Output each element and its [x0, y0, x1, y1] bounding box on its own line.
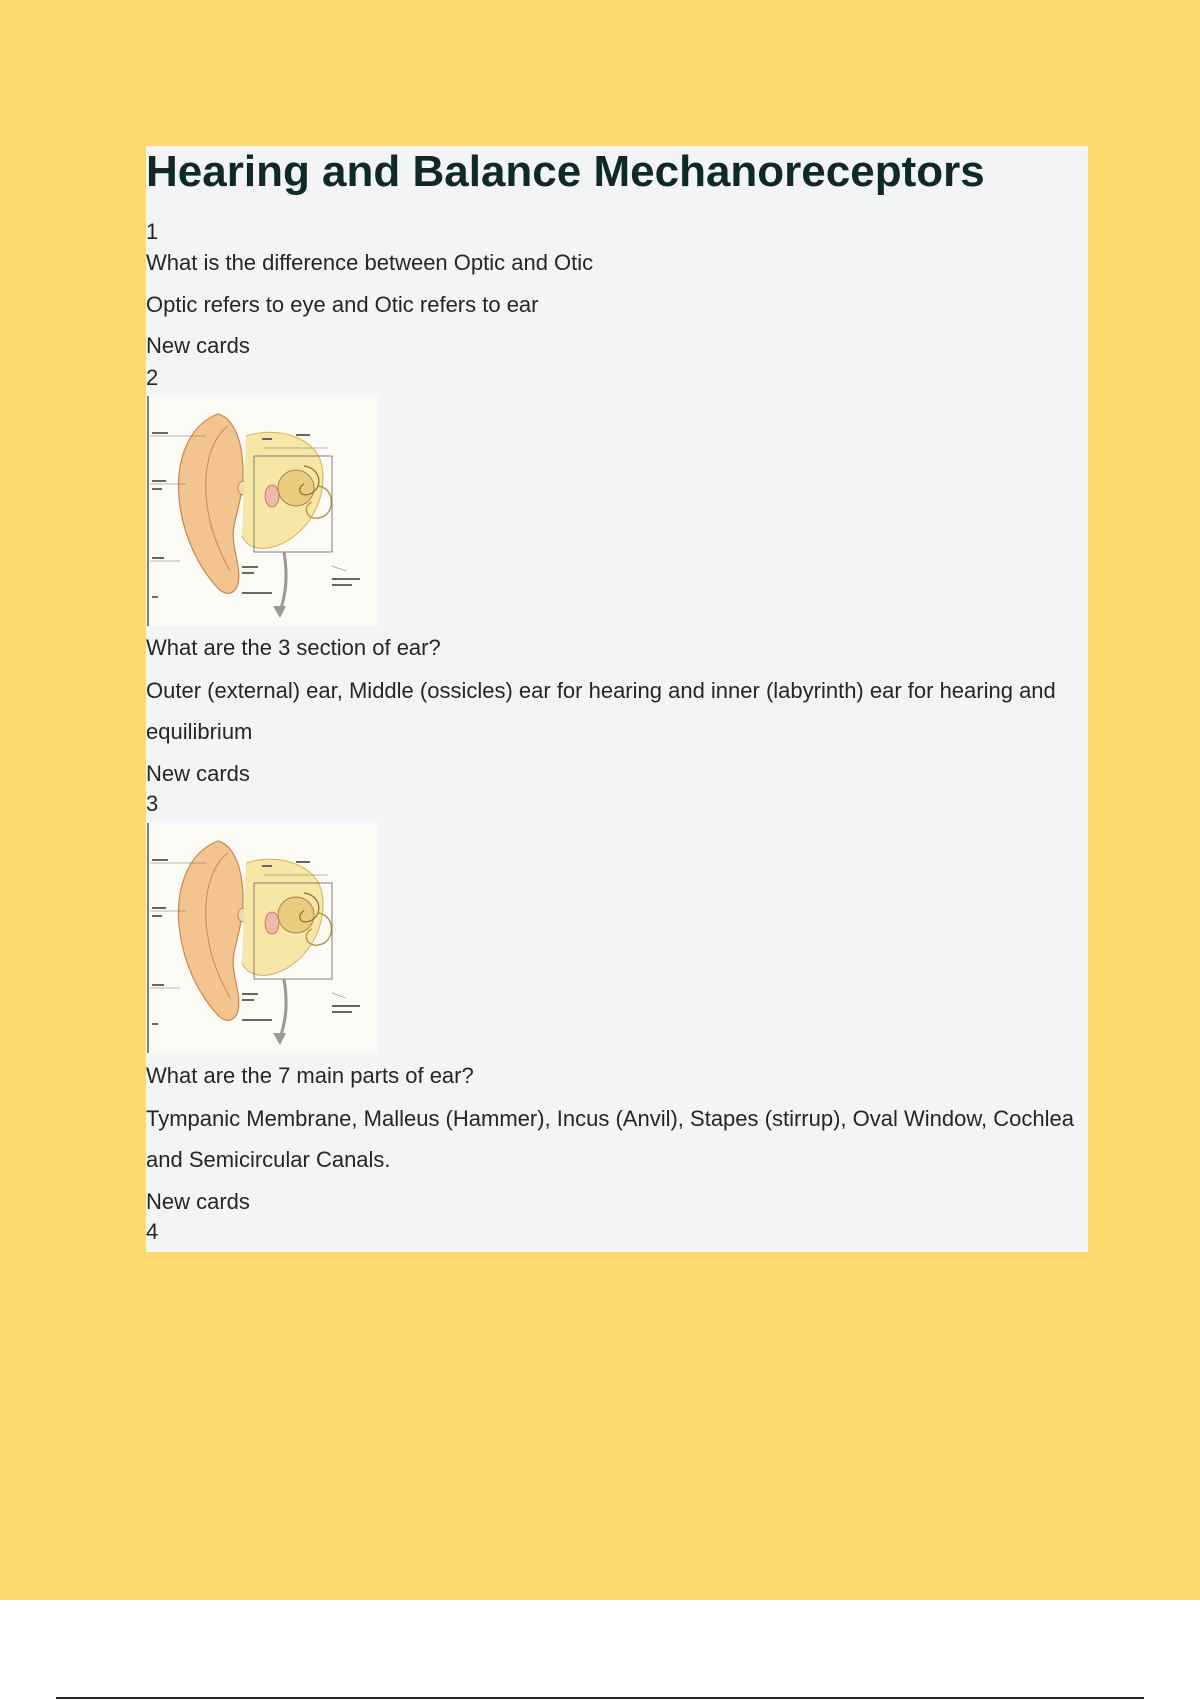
card-status: New cards: [146, 761, 250, 786]
card-answer: Optic refers to eye and Otic refers to ear: [146, 292, 539, 317]
card-number: 2: [146, 365, 159, 390]
ear-anatomy-image: [146, 823, 378, 1053]
card-question: What is the difference between Optic and Otic: [146, 250, 594, 275]
card-answer: Tympanic Membrane, Malleus (Hammer), Incus (Anvil), Stapes (stirrup), Oval Window, Cochlea and Semicircular Canals.: [146, 1106, 1074, 1172]
card-number: 4: [146, 1219, 159, 1244]
ear-anatomy-image: [146, 396, 378, 626]
card-status: New cards: [146, 333, 250, 358]
footer-divider: [56, 1697, 1144, 1699]
card-status: New cards: [146, 1189, 250, 1214]
page-title: Hearing and Balance Mechanoreceptors: [146, 147, 985, 196]
card-question: What are the 3 section of ear?: [146, 635, 441, 660]
card-question: What are the 7 main parts of ear?: [146, 1063, 474, 1088]
ear-anatomy-diagram-icon: [146, 823, 378, 1053]
ear-anatomy-diagram-icon: [146, 396, 378, 626]
card-answer: Outer (external) ear, Middle (ossicles) ear for hearing and inner (labyrinth) ear for hearing and equilibrium: [146, 678, 1056, 744]
card-number: 1: [146, 219, 159, 244]
card-number: 3: [146, 791, 159, 816]
